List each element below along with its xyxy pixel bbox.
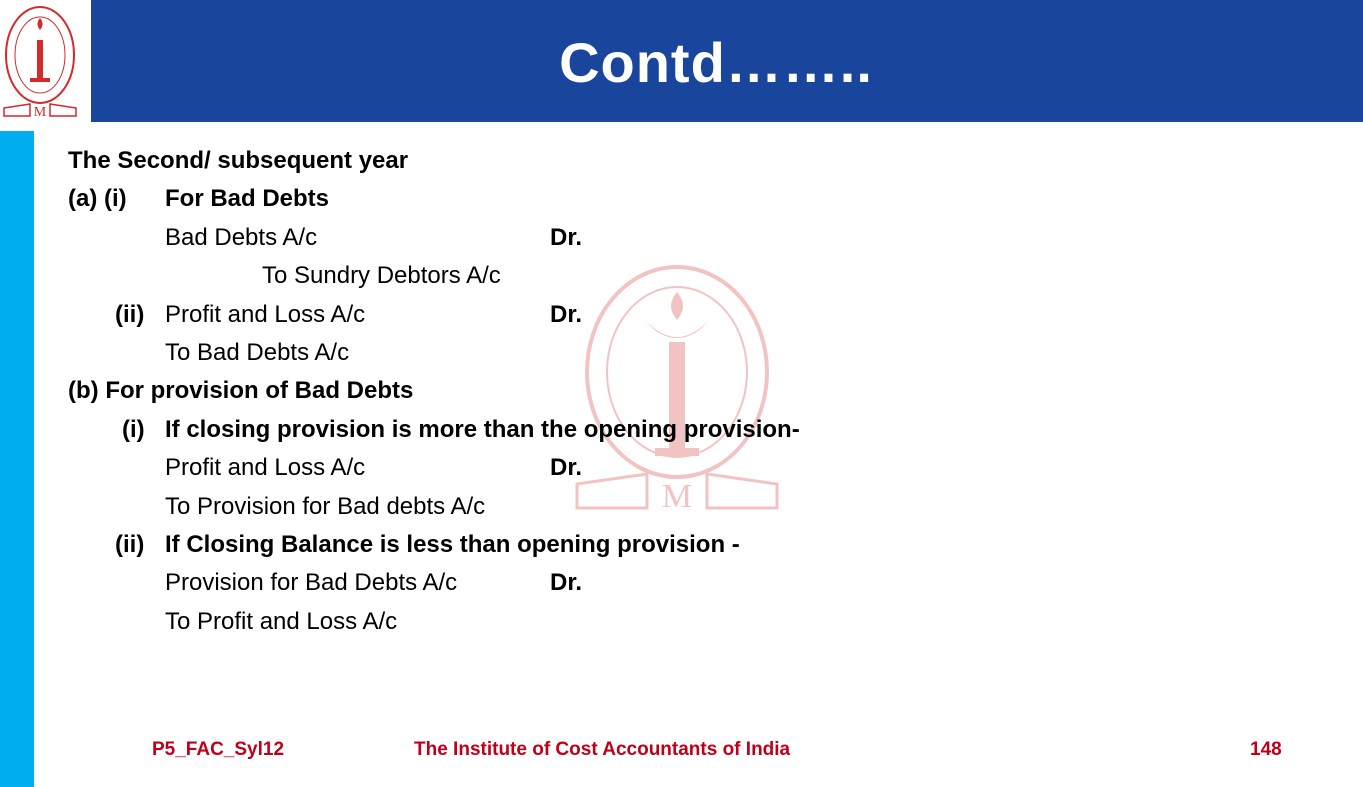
a2-debit-entry: Profit and Loss A/c [165,301,366,328]
a1-credit-entry: To Sundry Debtors A/c [262,262,501,289]
b2-debit-entry: Provision for Bad Debts A/c [165,569,458,596]
part-b-title: (b) For provision of Bad Debts [68,377,414,404]
page-title: Contd…….. [559,31,873,94]
a2-credit-entry: To Bad Debts A/c [165,339,350,366]
institute-watermark [567,262,787,522]
svg-text:M: M [33,105,47,120]
b1-dr-marker: Dr. [550,454,583,481]
b2-dr-marker: Dr. [550,569,583,596]
footer-page-number: 148 [1250,739,1282,760]
footer-institute-name: The Institute of Cost Accountants of India [414,739,791,760]
section-heading: The Second/ subsequent year [68,147,409,174]
a2-dr-marker: Dr. [550,301,583,328]
b1-debit-entry: Profit and Loss A/c [165,454,366,481]
footer-course-code: P5_FAC_Syl12 [152,739,285,760]
b1-credit-entry: To Provision for Bad debts A/c [165,493,486,520]
institute-seal-watermark-icon [567,262,787,522]
b1-label: (i) [122,416,145,443]
institute-logo [0,0,91,122]
svg-text:M: M [661,478,693,515]
part-a-title: For Bad Debts [165,185,330,212]
a1-debit-entry: Bad Debts A/c [165,224,318,251]
b2-label: (ii) [115,531,145,558]
b1-title: If closing provision is more than the opening provision- [165,416,800,443]
a1-dr-marker: Dr. [550,224,583,251]
institute-seal-icon [0,0,91,122]
a2-label: (ii) [115,301,145,328]
left-accent-stripe [0,131,34,787]
b2-title: If Closing Balance is less than opening provision - [165,531,740,558]
part-a-label: (a) (i) [68,185,127,212]
b2-credit-entry: To Profit and Loss A/c [165,608,398,635]
